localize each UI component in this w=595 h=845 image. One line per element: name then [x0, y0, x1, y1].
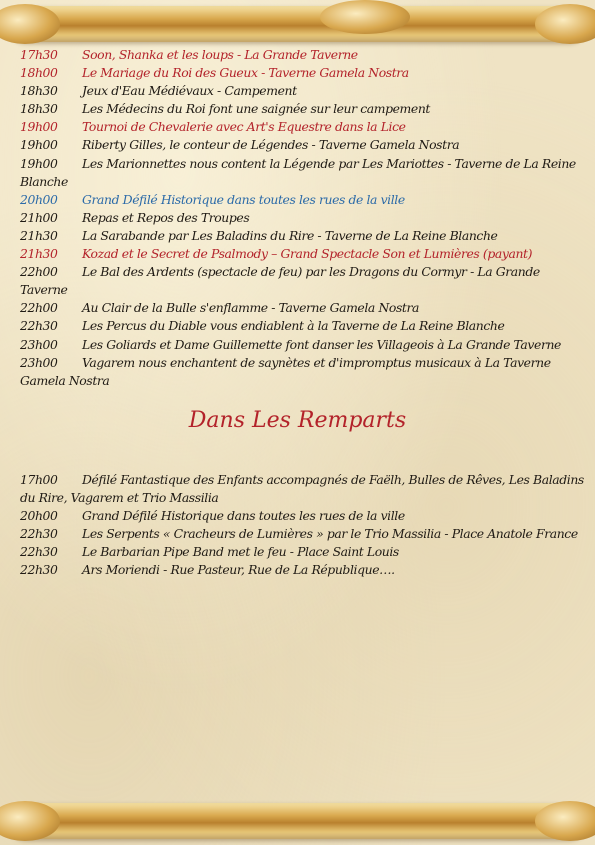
schedule-text: Les Médecins du Roi font une saignée sur leur campement — [82, 101, 430, 117]
schedule-text: Riberty Gilles, le conteur de Légendes - Taverne Gamela Nostra — [82, 137, 460, 153]
remparts-row — [20, 507, 588, 525]
schedule-row — [20, 317, 588, 335]
section-title-remparts: Dans Les Remparts — [188, 408, 407, 433]
schedule-row — [20, 299, 588, 317]
remparts-time: 20h00 — [20, 508, 58, 524]
schedule-text: Le Mariage du Roi des Gueux - Taverne Gamela Nostra — [82, 65, 409, 81]
remparts-time: 22h30 — [20, 526, 58, 542]
schedule-row — [20, 354, 588, 390]
schedule-time: 20h00 — [20, 191, 58, 207]
schedule-row — [20, 82, 588, 100]
schedule-row — [20, 64, 588, 82]
schedule-list — [20, 46, 588, 390]
schedule-row — [20, 191, 588, 209]
schedule-time: 23h00 — [20, 336, 58, 352]
schedule-time: 18h00 — [20, 65, 58, 81]
schedule-time: 19h00 — [20, 137, 58, 153]
schedule-time: 22h30 — [20, 318, 58, 334]
schedule-row — [20, 136, 588, 154]
schedule-text: Jeux d'Eau Médiévaux - Campement — [82, 83, 297, 99]
scroll-bottom-decoration — [0, 797, 595, 845]
schedule-time: 18h30 — [20, 101, 58, 117]
remparts-text: Ars Moriendi - Rue Pasteur, Rue de La République…. — [82, 562, 395, 578]
scroll-curl-center — [320, 0, 410, 34]
schedule-time: 22h00 — [20, 264, 58, 280]
scroll-roll-top — [8, 6, 587, 42]
remparts-text: Les Serpents « Cracheurs de Lumières » par le Trio Massilia - Place Anatole France — [82, 526, 578, 542]
schedule-text: Au Clair de la Bulle s'enflamme - Taverne Gamela Nostra — [82, 300, 420, 316]
remparts-text: Grand Défilé Historique dans toutes les rues de la ville — [82, 508, 405, 524]
schedule-time: 21h00 — [20, 209, 58, 225]
remparts-time: 22h30 — [20, 562, 58, 578]
schedule-text: Le Bal des Ardents (spectacle de feu) par les Dragons du Cormyr - La Grande Taverne — [20, 264, 540, 298]
schedule-row — [20, 209, 588, 227]
schedule-time: 23h00 — [20, 354, 58, 370]
schedule-row — [20, 46, 588, 64]
schedule-text: Grand Défilé Historique dans toutes les rues de la ville — [82, 191, 405, 207]
schedule-text: Les Goliards et Dame Guillemette font danser les Villageois à La Grande Taverne — [82, 336, 561, 352]
schedule-text: Repas et Repos des Troupes — [82, 209, 250, 225]
schedule-text: Kozad et le Secret de Psalmody – Grand Spectacle Son et Lumières (payant) — [82, 246, 533, 262]
schedule-time: 19h00 — [20, 119, 58, 135]
schedule-row — [20, 245, 588, 263]
schedule-row — [20, 336, 588, 354]
schedule-text: La Sarabande par Les Baladins du Rire - Taverne de La Reine Blanche — [82, 227, 498, 243]
schedule-row — [20, 263, 588, 299]
remparts-time: 22h30 — [20, 544, 58, 560]
remparts-row — [20, 471, 588, 507]
schedule-text: Tournoi de Chevalerie avec Art's Equestre dans la Lice — [82, 119, 406, 135]
schedule-text: Les Percus du Diable vous endiablent à la Taverne de La Reine Blanche — [82, 318, 505, 334]
remparts-row — [20, 525, 588, 543]
schedule-time: 17h30 — [20, 47, 58, 62]
schedule-row — [20, 100, 588, 118]
remparts-list — [20, 471, 588, 580]
remparts-row — [20, 543, 588, 561]
scroll-top-decoration — [0, 0, 595, 46]
remparts-text: Défilé Fantastique des Enfants accompagnés de Faëlh, Bulles de Rêves, Les Baladins du Rire, Vagarem et Trio Massilia — [20, 472, 584, 506]
schedule-text: Soon, Shanka et les loups - La Grande Taverne — [82, 47, 358, 62]
scroll-roll-bottom — [8, 803, 587, 839]
schedule-text: Vagarem nous enchantent de saynètes et d'impromptus musicaux à La Taverne Gamela Nostra — [20, 354, 551, 388]
remparts-text: Le Barbarian Pipe Band met le feu - Place Saint Louis — [82, 544, 399, 560]
schedule-row — [20, 118, 588, 136]
remparts-time: 17h00 — [20, 472, 58, 487]
schedule-row — [20, 227, 588, 245]
schedule-time: 21h30 — [20, 246, 58, 262]
schedule-time: 18h30 — [20, 83, 58, 99]
schedule-time: 19h00 — [20, 155, 58, 171]
schedule-time: 22h00 — [20, 300, 58, 316]
schedule-time: 21h30 — [20, 227, 58, 243]
schedule-row — [20, 155, 588, 191]
schedule-text: Les Marionnettes nous content la Légende par Les Mariottes - Taverne de La Reine Blanche — [20, 155, 576, 189]
remparts-row — [20, 561, 588, 579]
